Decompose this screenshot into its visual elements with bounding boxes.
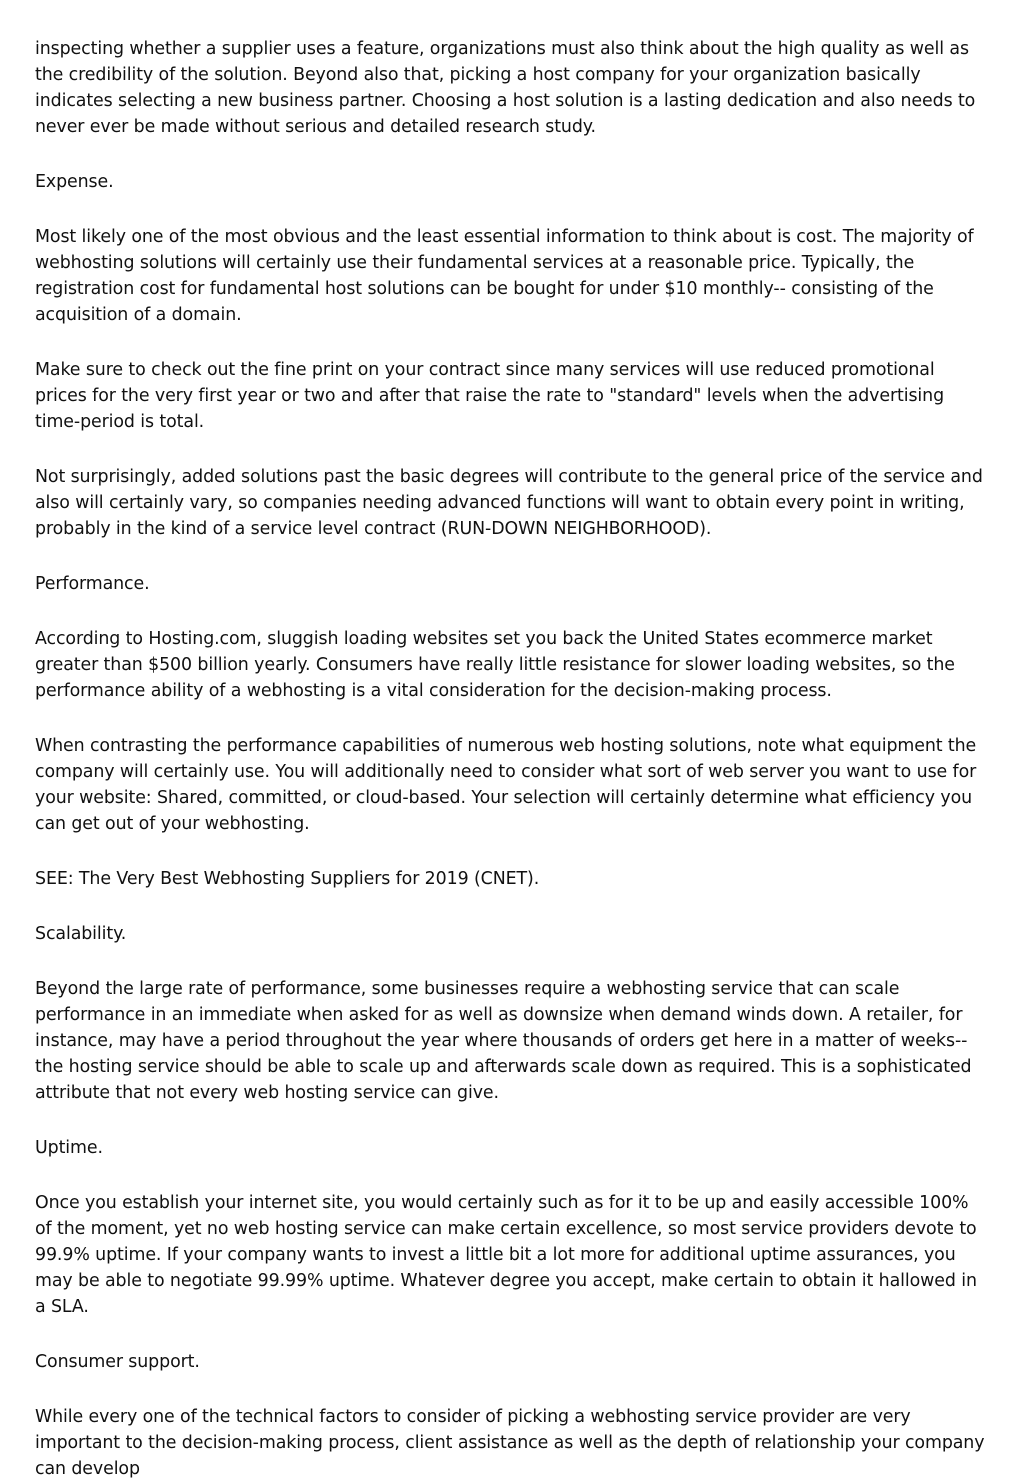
- heading-uptime: Uptime.: [35, 1138, 103, 1158]
- paragraph-expense-2: Make sure to check out the fine print on your contract since many services will use reduced promotional prices for the very first year or two and after that raise the rate to "standard" levels when the advertising time-period is total.: [35, 360, 945, 432]
- paragraph-expense-3: Not surprisingly, added solutions past the basic degrees will contribute to the general price of the service and also will certainly vary, so companies needing advanced functions will want to obtain every point in writing, probably in the kind of a service level contract (RUN-DOWN NEIGHBORHOOD).: [35, 467, 983, 539]
- paragraph-uptime: Once you establish your internet site, you would certainly such as for it to be up and easily accessible 100% of the moment, yet no web hosting service can make certain excellence, so most service providers devote to 99.9% uptime. If your company wants to invest a little bit a lot more for additional uptime assurances, you may be able to negotiate 99.99% uptime. Whatever degree you accept, make certain to obtain it hallowed in a SLA.: [35, 1193, 977, 1317]
- heading-scalability: Scalability.: [35, 924, 127, 944]
- heading-consumer-support: Consumer support.: [35, 1352, 200, 1372]
- paragraph-performance-2: When contrasting the performance capabilities of numerous web hosting solutions, note what equipment the company will certainly use. You will additionally need to consider what sort of web server you want to use for your website: Shared, committed, or cloud-based. Your selection will certainly determine what efficiency you can get out of your webhosting.: [35, 736, 977, 834]
- paragraph-scalability: Beyond the large rate of performance, some businesses require a webhosting service that can scale performance in an immediate when asked for as well as downsize when demand winds down. A retailer, for instance, may have a period throughout the year where thousands of orders get here in a matter of weeks-- the hosting service should be able to scale up and afterwards scale down as required. This is a sophisticated attribute that not every web hosting service can give.: [35, 979, 972, 1103]
- paragraph-intro: inspecting whether a supplier uses a feature, organizations must also think about the high quality as well as the credibility of the solution. Beyond also that, picking a host company for your organization basically indicates selecting a new business partner. Choosing a host solution is a lasting dedication and also needs to never ever be made without serious and detailed research study.: [35, 39, 976, 137]
- paragraph-performance-1: According to Hosting.com, sluggish loading websites set you back the United States ecommerce market greater than $500 billion yearly. Consumers have really little resistance for slower loading websites, so the performance ability of a webhosting is a vital consideration for the decision-making process.: [35, 629, 955, 701]
- heading-performance: Performance.: [35, 574, 150, 594]
- paragraph-expense-1: Most likely one of the most obvious and the least essential information to think about is cost. The majority of webhosting solutions will certainly use their fundamental services at a reasonable price. Typically, the registration cost for fundamental host solutions can be bought for under $10 monthly-- consisting of the acquisition of a domain.: [35, 227, 974, 325]
- paragraph-see-reference: SEE: The Very Best Webhosting Suppliers for 2019 (CNET).: [35, 869, 540, 889]
- heading-expense: Expense.: [35, 172, 114, 192]
- paragraph-consumer-support: While every one of the technical factors to consider of picking a webhosting service provider are very important to the decision-making process, client assistance as well as the depth of relationship your company can develop: [35, 1407, 985, 1479]
